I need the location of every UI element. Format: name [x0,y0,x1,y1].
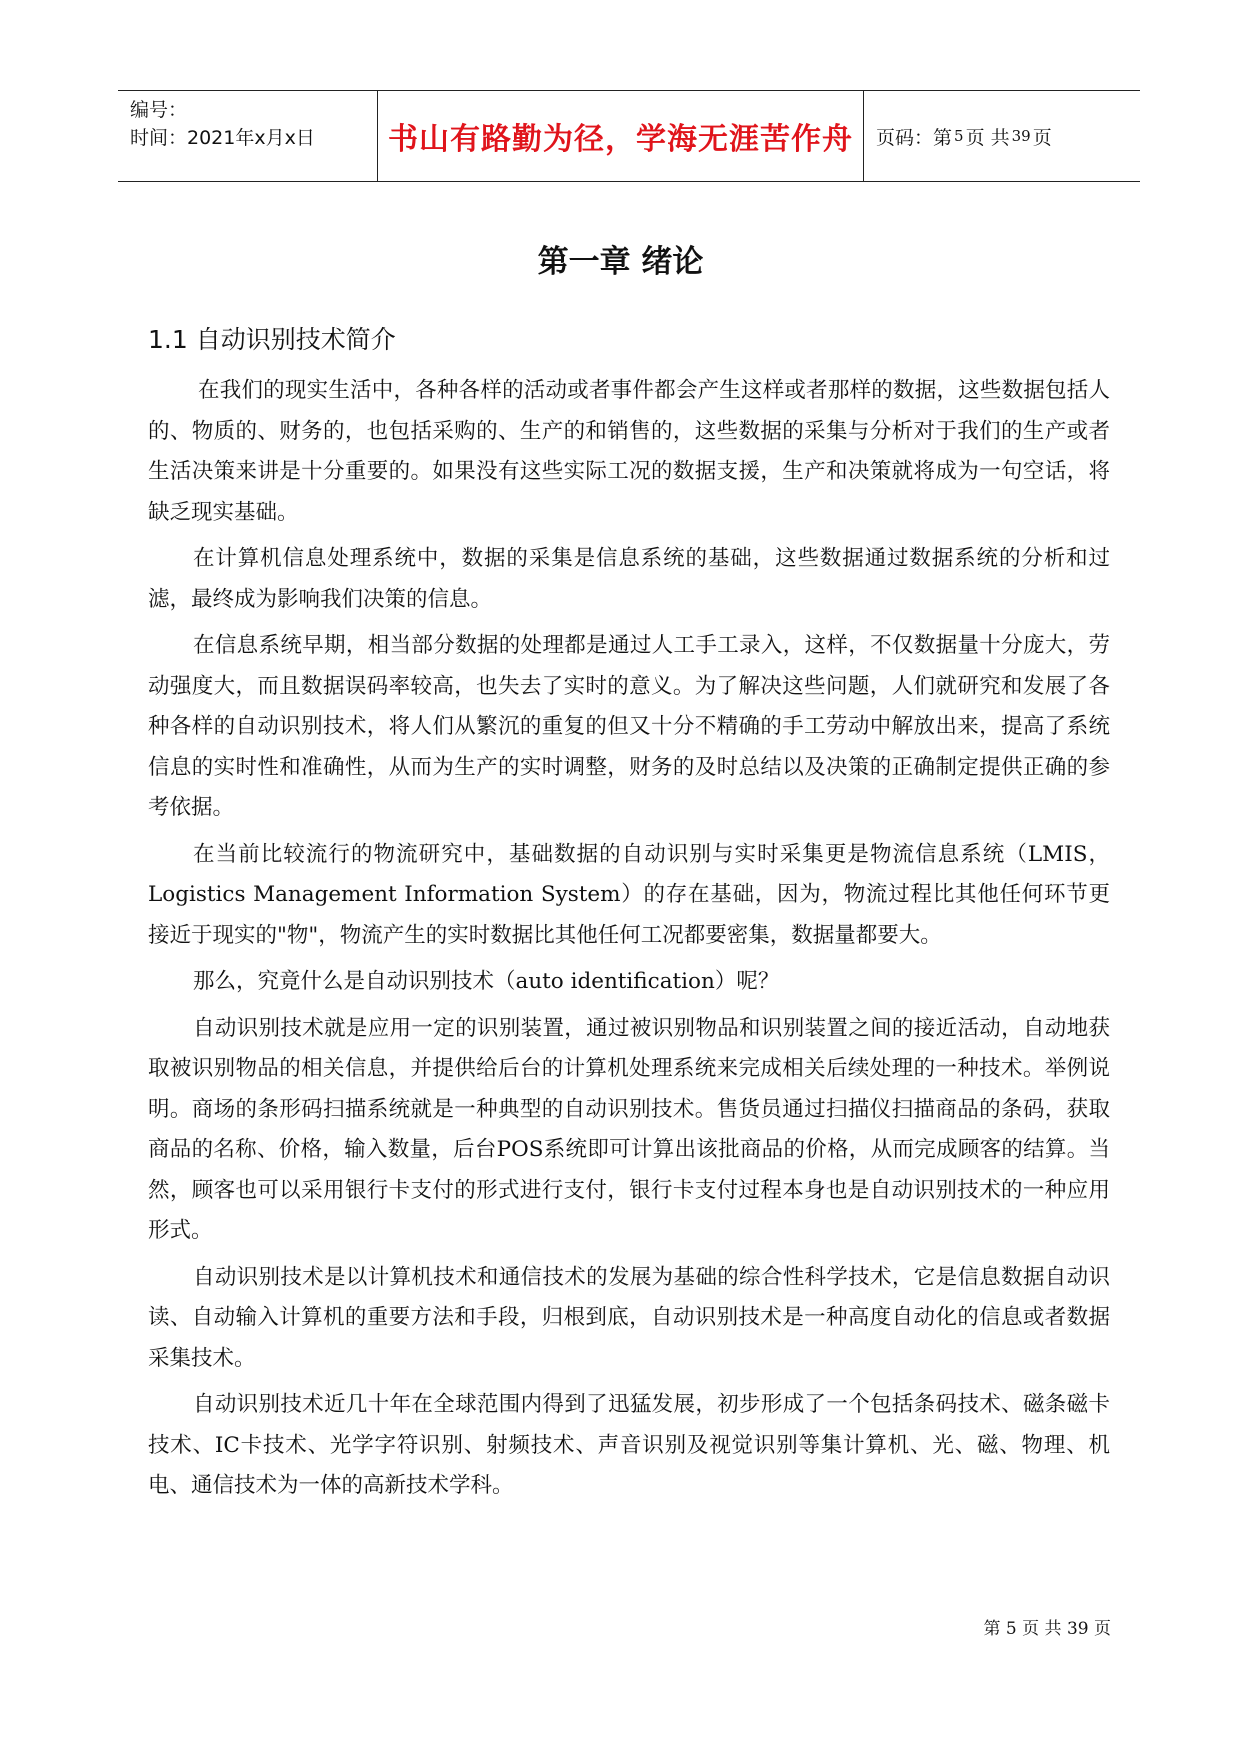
section-title: 1.1 自动识别技术简介 [148,325,396,354]
header-page-info [864,91,1140,181]
paragraph: 自动识别技术是以计算机技术和通信技术的发展为基础的综合性科学技术，它是信息数据自动识读、自动输入计算机的重要方法和手段，归根到底，自动识别技术是一种高度自动化的信息或者数据采集技术。 [148,1264,1110,1371]
paragraph: 在信息系统早期，相当部分数据的处理都是通过人工手工录入，这样，不仅数据量十分庞大，劳动强度大，而且数据误码率较高，也失去了实时的意义。为了解决这些问题，人们就研究和发展了各种各样的自动识别技术，将人们从繁沉的重复的但又十分不精确的手工劳动中解放出来，提高了系统信息的实时性和准确性，从而为生产的实时调整，财务的及时总结以及决策的正确制定提供正确的参考依据。 [148,633,1110,820]
time-label: 时间：2021年x月x日 [130,127,315,149]
page-middle: 页 共 [965,126,1010,149]
page-current: 5 [954,127,964,145]
paragraph: 自动识别技术就是应用一定的识别装置，通过被识别物品和识别装置之间的接近活动，自动地获取被识别物品的相关信息，并提供给后台的计算机处理系统来完成相关后续处理的一种技术。举例说明。商场的条形码扫描系统就是一种典型的自动识别技术。售货员通过扫描仪扫描商品的条码，获取商品的名称、价格，输入数量，后台POS系统即可计算出该批商品的价格，从而完成顾客的结算。当然，顾客也可以采用银行卡支付的形式进行支付，银行卡支付过程本身也是自动识别技术的一种应用形式。 [148,1015,1110,1243]
page-total: 39 [1011,127,1031,145]
page-suffix: 页 [1032,126,1052,149]
number-label: 编号： [130,99,188,121]
chapter-title: 第一章 绪论 [537,244,704,280]
paragraph: 在当前比较流行的物流研究中，基础数据的自动识别与实时采集更是物流信息系统（LMIS，Logistics Management Information System）的存在基础，因为，物流过程比其他任何环节更接近于现实的"物"，物流产生的实时数据比其他任何工况都要密集，数据量都要大。 [148,841,1110,948]
document-header [118,90,1140,182]
paragraph: 在我们的现实生活中，各种各样的活动或者事件都会产生这样或者那样的数据，这些数据包括人的、物质的、财务的，也包括采购的、生产的和销售的，这些数据的采集与分析对于我们的生产或者生活决策来讲是十分重要的。如果没有这些实际工况的数据支援，生产和决策就将成为一句空话，将缺乏现实基础。 [148,378,1110,525]
page-footer: 第 5 页 共 39 页 [983,1619,1111,1639]
page-prefix: 页码：第 [876,126,953,149]
paragraph: 自动识别技术近几十年在全球范围内得到了迅猛发展，初步形成了一个包括条码技术、磁条磁卡技术、IC卡技术、光学字符识别、射频技术、声音识别及视觉识别等集计算机、光、磁、物理、机电、通信技术为一体的高新技术学科。 [148,1392,1110,1498]
header-motto: 书山有路勤为径，学海无涯苦作舟 [378,91,864,181]
header-meta [118,91,378,181]
paragraph: 那么，究竟什么是自动识别技术（auto identification）呢？ [193,969,780,994]
body-text [148,371,1110,1513]
paragraph: 在计算机信息处理系统中，数据的采集是信息系统的基础，这些数据通过数据系统的分析和过滤，最终成为影响我们决策的信息。 [148,546,1110,612]
